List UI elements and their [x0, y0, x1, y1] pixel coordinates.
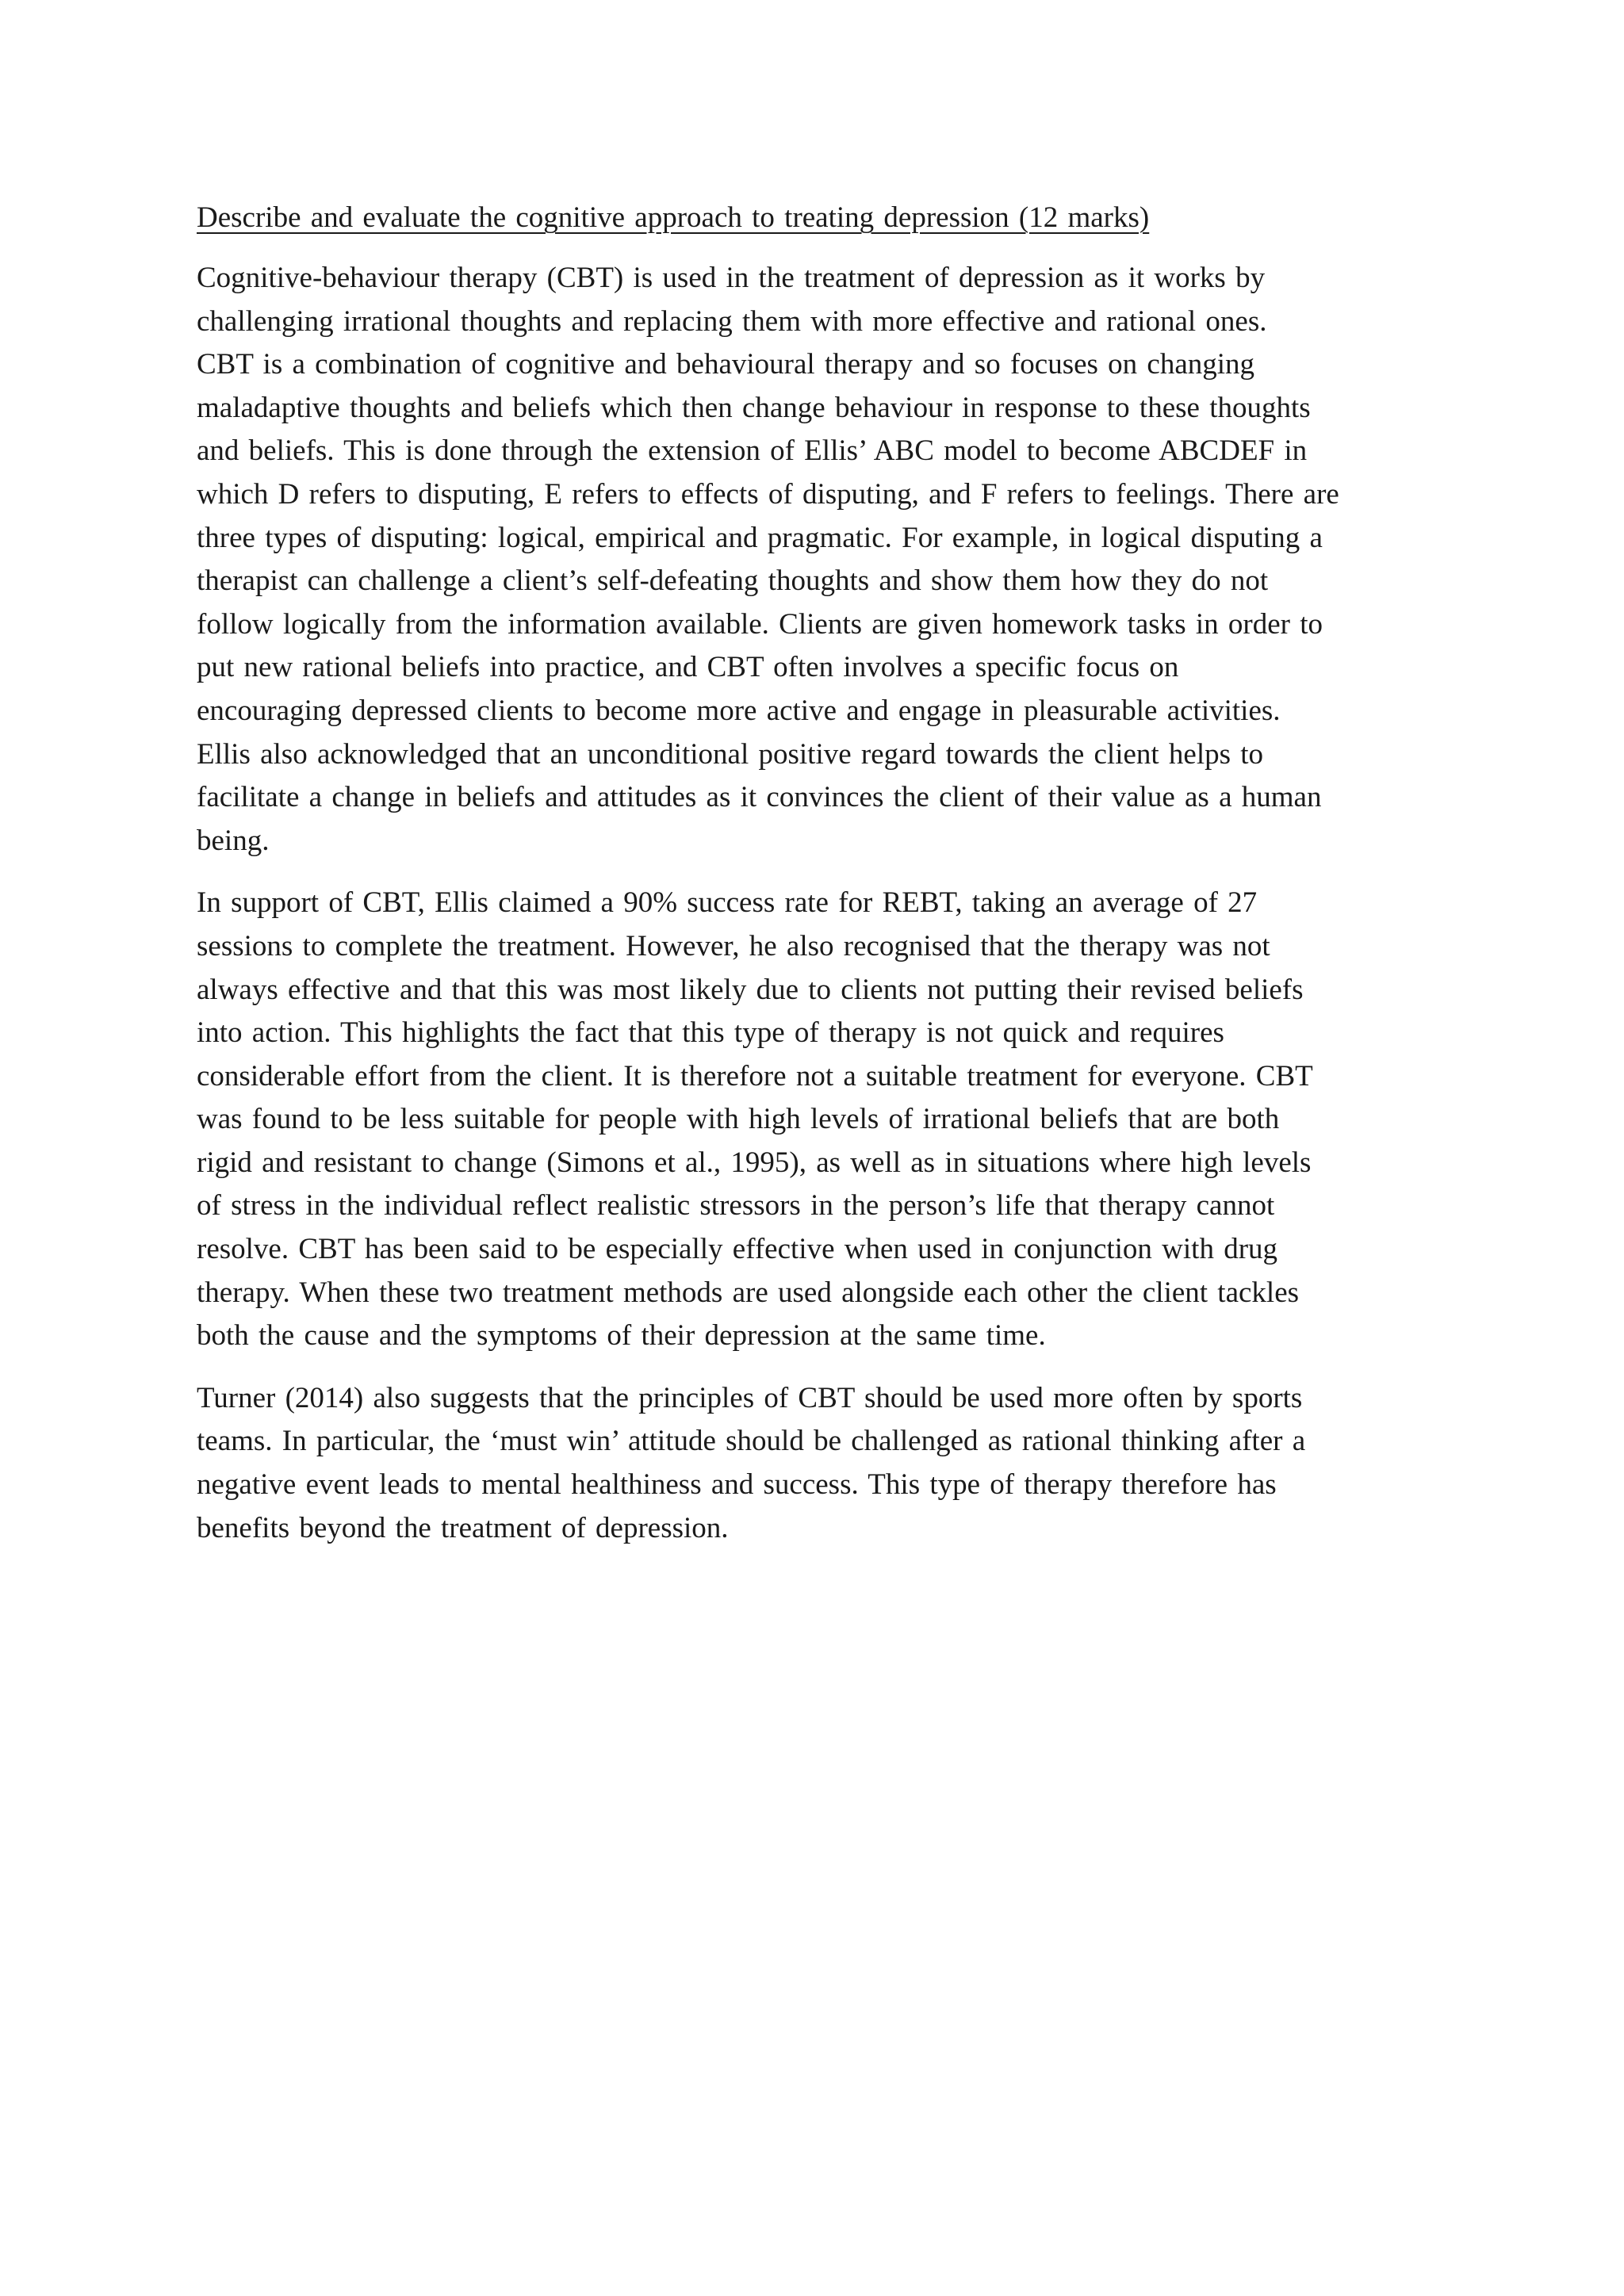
text-line: benefits beyond the treatment of depression.	[197, 1511, 729, 1544]
text-line: facilitate a change in beliefs and attitudes as it convinces the client of their value as a human	[197, 781, 1322, 814]
text-line: which D refers to disputing, E refers to effects of disputing, and F refers to feelings. There are	[197, 477, 1339, 511]
text-line: sessions to complete the treatment. However, he also recognised that the therapy was not	[197, 929, 1270, 962]
text-line: resolve. CBT has been said to be especially effective when used in conjunction with drug	[197, 1233, 1278, 1266]
paragraph-evaluation	[197, 882, 1465, 1358]
text-line: challenging irrational thoughts and replacing them with more effective and rational ones.	[197, 304, 1267, 338]
text-line: three types of disputing: logical, empirical and pragmatic. For example, in logical disputing a	[197, 521, 1323, 554]
text-line: CBT is a combination of cognitive and behavioural therapy and so focuses on changing	[197, 348, 1255, 381]
text-line: was found to be less suitable for people with high levels of irrational beliefs that are both	[197, 1103, 1280, 1136]
document-body	[197, 197, 1465, 1569]
text-line: therapy. When these two treatment methods are used alongside each other the client tackles	[197, 1276, 1300, 1309]
text-line: rigid and resistant to change (Simons et al., 1995), as well as in situations where high levels	[197, 1146, 1312, 1179]
text-line: Cognitive-behaviour therapy (CBT) is used in the treatment of depression as it works by	[197, 262, 1266, 294]
text-line: teams. In particular, the ‘must win’ attitude should be challenged as rational thinking after a	[197, 1425, 1306, 1458]
text-line: put new rational beliefs into practice, and CBT often involves a specific focus on	[197, 651, 1179, 684]
text-line: Turner (2014) also suggests that the principles of CBT should be used more often by sports	[197, 1381, 1303, 1414]
text-line: Ellis also acknowledged that an unconditional positive regard towards the client helps to	[197, 737, 1264, 771]
text-line: always effective and that this was most likely due to clients not putting their revised beliefs	[197, 973, 1304, 1006]
paragraph-extension	[197, 1377, 1465, 1550]
text-line: encouraging depressed clients to become more active and engage in pleasurable activities.	[197, 694, 1281, 727]
essay-title: Describe and evaluate the cognitive approach to treating depression (12 marks)	[197, 201, 1150, 234]
text-line: considerable effort from the client. It is therefore not a suitable treatment for everyone. CBT	[197, 1059, 1313, 1093]
text-line: In support of CBT, Ellis claimed a 90% success rate for REBT, taking an average of 27	[197, 886, 1258, 920]
text-line: and beliefs. This is done through the extension of Ellis’ ABC model to become ABCDEF in	[197, 434, 1308, 468]
text-line: both the cause and the symptoms of their depression at the same time.	[197, 1319, 1046, 1353]
text-line: follow logically from the information available. Clients are given homework tasks in order to	[197, 607, 1323, 641]
text-line: of stress in the individual reflect realistic stressors in the person’s life that therapy cannot	[197, 1189, 1275, 1223]
text-line: being.	[197, 824, 270, 857]
paragraph-description	[197, 257, 1465, 863]
text-line: therapist can challenge a client’s self-defeating thoughts and show them how they do not	[197, 564, 1269, 598]
text-line: into action. This highlights the fact that this type of therapy is not quick and requires	[197, 1016, 1224, 1050]
text-line: maladaptive thoughts and beliefs which then change behaviour in response to these thoughts	[197, 391, 1311, 424]
text-line: negative event leads to mental healthiness and success. This type of therapy therefore has	[197, 1468, 1277, 1502]
